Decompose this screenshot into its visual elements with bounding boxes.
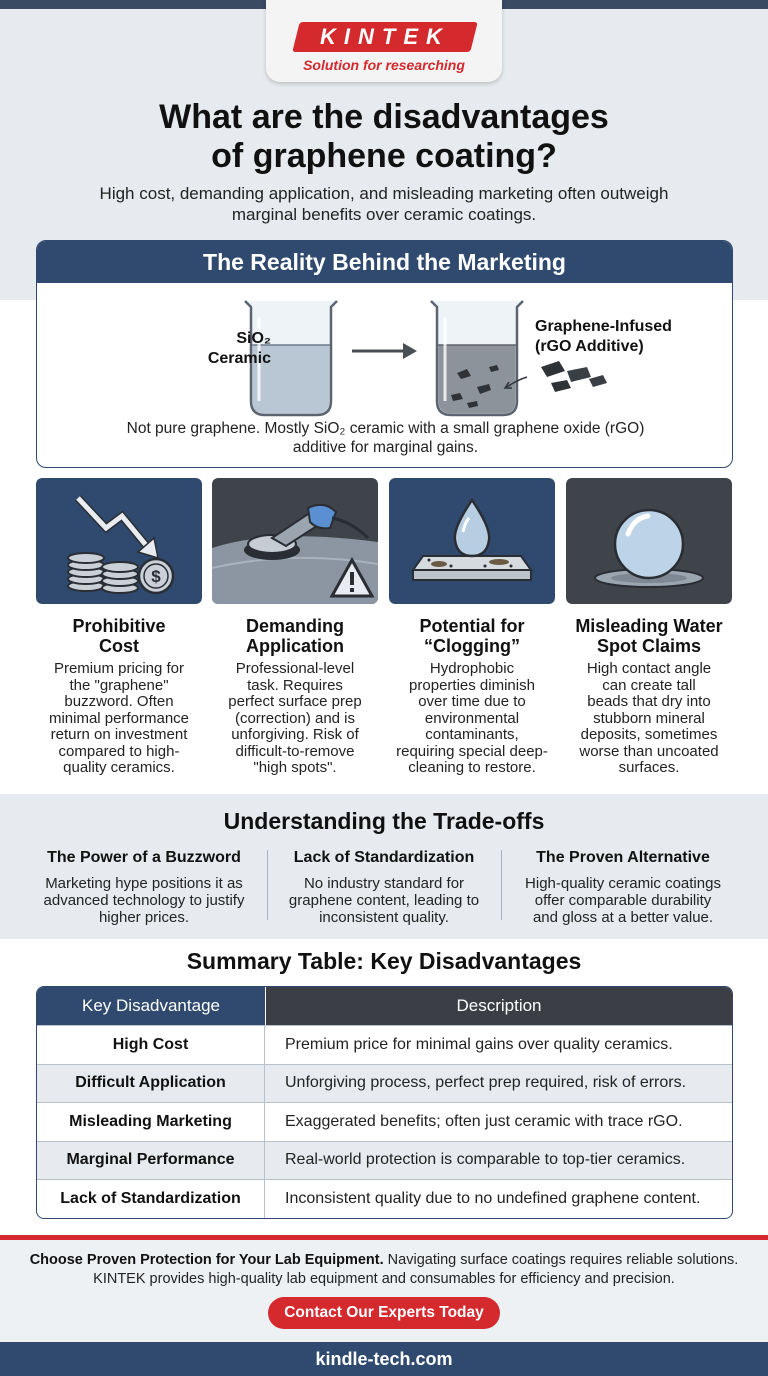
summary-title: Summary Table: Key Disadvantages	[186, 948, 582, 974]
card-title-clogging	[387, 616, 557, 656]
graphene-flakes-icon	[541, 361, 607, 392]
table-cell: Unforgiving process, perfect prep required, risk of errors.	[265, 1064, 732, 1103]
table-cell: Lack of Standardization	[37, 1179, 265, 1218]
desc-line: can create tall	[602, 676, 696, 694]
reality-header: The Reality Behind the Marketing	[37, 241, 732, 283]
table-row	[37, 1141, 732, 1180]
title-line: Application	[246, 636, 344, 656]
table-header: Key Disadvantage	[37, 987, 265, 1025]
footer-span: Navigating surface coatings requires reliable solutions.	[383, 1252, 739, 1268]
footer-line: KINTEK provides high-quality lab equipment and consumables for efficiency and precision.	[93, 1271, 675, 1287]
desc-line: Premium pricing for	[53, 660, 185, 677]
tradeoff-heading: The Power of a Buzzword	[47, 849, 241, 866]
contact-experts-button[interactable]: Contact Our Experts Today	[268, 1297, 500, 1329]
summary-table	[36, 986, 733, 1219]
card-title-water-spots	[564, 616, 734, 656]
top-strip	[0, 0, 266, 9]
desc-line: (correction) and is	[234, 709, 356, 727]
title-line: Prohibitive	[72, 616, 166, 636]
page-subtitle	[60, 183, 708, 225]
falling-cost-coins-icon	[36, 478, 202, 604]
label-line: Graphene-Infused	[535, 318, 672, 335]
table-cell: Real-world protection is comparable to top-tier ceramics.	[265, 1141, 732, 1180]
desc-line: "high spots".	[253, 759, 337, 776]
desc-line: Marketing hype positions it as	[45, 875, 243, 892]
website-link[interactable]: kindle-tech.com	[0, 1342, 768, 1376]
card-desc-application	[210, 661, 380, 777]
reality-caption	[97, 419, 674, 457]
title-line: Potential for	[419, 616, 525, 636]
title-line: of graphene coating?	[211, 137, 557, 175]
label-line: (rGO Additive)	[535, 338, 644, 355]
desc-line: cleaning to restore.	[408, 759, 536, 776]
desc-line: compared to high-	[58, 742, 180, 760]
card-title-application	[210, 616, 380, 656]
table-cell: High Cost	[37, 1025, 265, 1064]
table-cell: Difficult Application	[37, 1064, 265, 1103]
reality-panel	[36, 240, 733, 468]
title-line: Demanding	[245, 616, 344, 636]
desc-line: buzzword. Often	[64, 693, 174, 710]
table-cell: Marginal Performance	[37, 1141, 265, 1180]
table-row	[37, 1025, 732, 1064]
footer-text	[20, 1251, 748, 1289]
subtitle-line: High cost, demanding application, and misleading marketing often outweigh	[99, 184, 669, 203]
desc-line: quality ceramics.	[63, 759, 175, 776]
tradeoff-alternative	[508, 848, 738, 926]
water-drop-contaminated-icon	[389, 478, 555, 604]
tradeoff-desc	[29, 875, 259, 926]
tradeoff-desc	[269, 875, 499, 926]
desc-line: offer comparable durability	[534, 892, 712, 909]
tradeoff-buzzword	[29, 848, 259, 926]
desc-line: graphene content, leading to	[288, 892, 480, 909]
desc-line: contaminants,	[425, 726, 519, 743]
top-strip	[502, 0, 768, 9]
title-line: Spot Claims	[596, 636, 702, 656]
table-row	[37, 1179, 732, 1218]
desc-line: High-quality ceramic coatings	[525, 875, 721, 892]
desc-line: deposits, sometimes	[580, 726, 718, 743]
desc-line: and gloss at a better value.	[532, 909, 714, 926]
water-bead-icon	[566, 478, 732, 604]
desc-line: higher prices.	[98, 909, 190, 926]
tradeoff-desc	[508, 875, 738, 926]
logo-brand: KINTEK	[320, 24, 450, 49]
desc-line: beads that dry into	[587, 693, 711, 710]
footer-line	[20, 1251, 748, 1270]
desc-line: Hydrophobic	[429, 660, 515, 677]
card-desc-clogging	[387, 661, 557, 777]
kintek-logo[interactable]	[266, 0, 502, 82]
tradeoff-standardization	[269, 848, 499, 926]
graphene-beaker-icon	[431, 301, 527, 415]
title-line: Cost	[99, 636, 139, 656]
table-cell: Exaggerated benefits; often just ceramic with trace rGO.	[265, 1102, 732, 1141]
arrow-right-icon	[352, 343, 417, 359]
label-line: SiO₂	[236, 330, 271, 347]
subtitle-line: marginal benefits over ceramic coatings.	[231, 205, 537, 224]
card-desc-water-spots	[564, 661, 734, 777]
desc-line: task. Requires	[247, 676, 343, 694]
tradeoff-heading: The Proven Alternative	[536, 849, 710, 866]
tradeoff-heading: Lack of Standardization	[293, 849, 475, 866]
footer-bold: Choose Proven Protection for Your Lab Equipment.	[29, 1252, 384, 1268]
desc-line: perfect surface prep	[228, 693, 362, 710]
divider	[501, 850, 502, 920]
card-desc-cost	[34, 661, 204, 777]
desc-line: advanced technology to justify	[43, 892, 245, 909]
caption-line: additive for marginal gains.	[292, 439, 479, 456]
table-header-row	[37, 987, 732, 1025]
label-line: Ceramic	[207, 350, 271, 367]
graphene-label	[535, 317, 715, 357]
desc-line: High contact angle	[586, 660, 712, 677]
desc-line: the "graphene"	[69, 676, 169, 694]
table-row	[37, 1102, 732, 1141]
ceramic-label	[165, 329, 271, 369]
caption-line: Not pure graphene. Mostly SiO₂ ceramic with a small graphene oxide (rGO)	[126, 420, 645, 437]
table-cell: Misleading Marketing	[37, 1102, 265, 1141]
title-line: What are the disadvantages	[159, 98, 609, 136]
desc-line: requiring special deep-	[396, 742, 548, 760]
desc-line: properties diminish	[409, 676, 535, 694]
polisher-warning-icon	[212, 478, 378, 604]
desc-line: environmental	[424, 709, 520, 727]
svg-text:$: $	[151, 567, 161, 586]
desc-line: stubborn mineral	[593, 709, 705, 727]
desc-line: difficult-to-remove	[235, 742, 355, 760]
table-header: Description	[265, 987, 732, 1025]
card-title-cost	[34, 616, 204, 656]
desc-line: inconsistent quality.	[319, 909, 449, 926]
table-cell: Premium price for minimal gains over quality ceramics.	[265, 1025, 732, 1064]
tradeoffs-title: Understanding the Trade-offs	[223, 808, 545, 834]
desc-line: return on investment	[50, 726, 188, 743]
desc-line: No industry standard for	[303, 875, 465, 892]
table-row	[37, 1064, 732, 1103]
page-title	[40, 98, 728, 176]
desc-line: unforgiving. Risk of	[231, 726, 359, 743]
table-cell: Inconsistent quality due to no undefined graphene content.	[265, 1179, 732, 1218]
divider	[267, 850, 268, 920]
desc-line: over time due to	[418, 693, 526, 710]
desc-line: worse than uncoated	[579, 742, 719, 760]
desc-line: Professional-level	[235, 660, 355, 677]
title-line: Misleading Water	[575, 616, 723, 636]
desc-line: surfaces.	[618, 759, 680, 776]
logo-tagline: Solution for researching	[303, 57, 465, 73]
title-line: “Clogging”	[424, 636, 520, 656]
desc-line: minimal performance	[48, 709, 190, 727]
